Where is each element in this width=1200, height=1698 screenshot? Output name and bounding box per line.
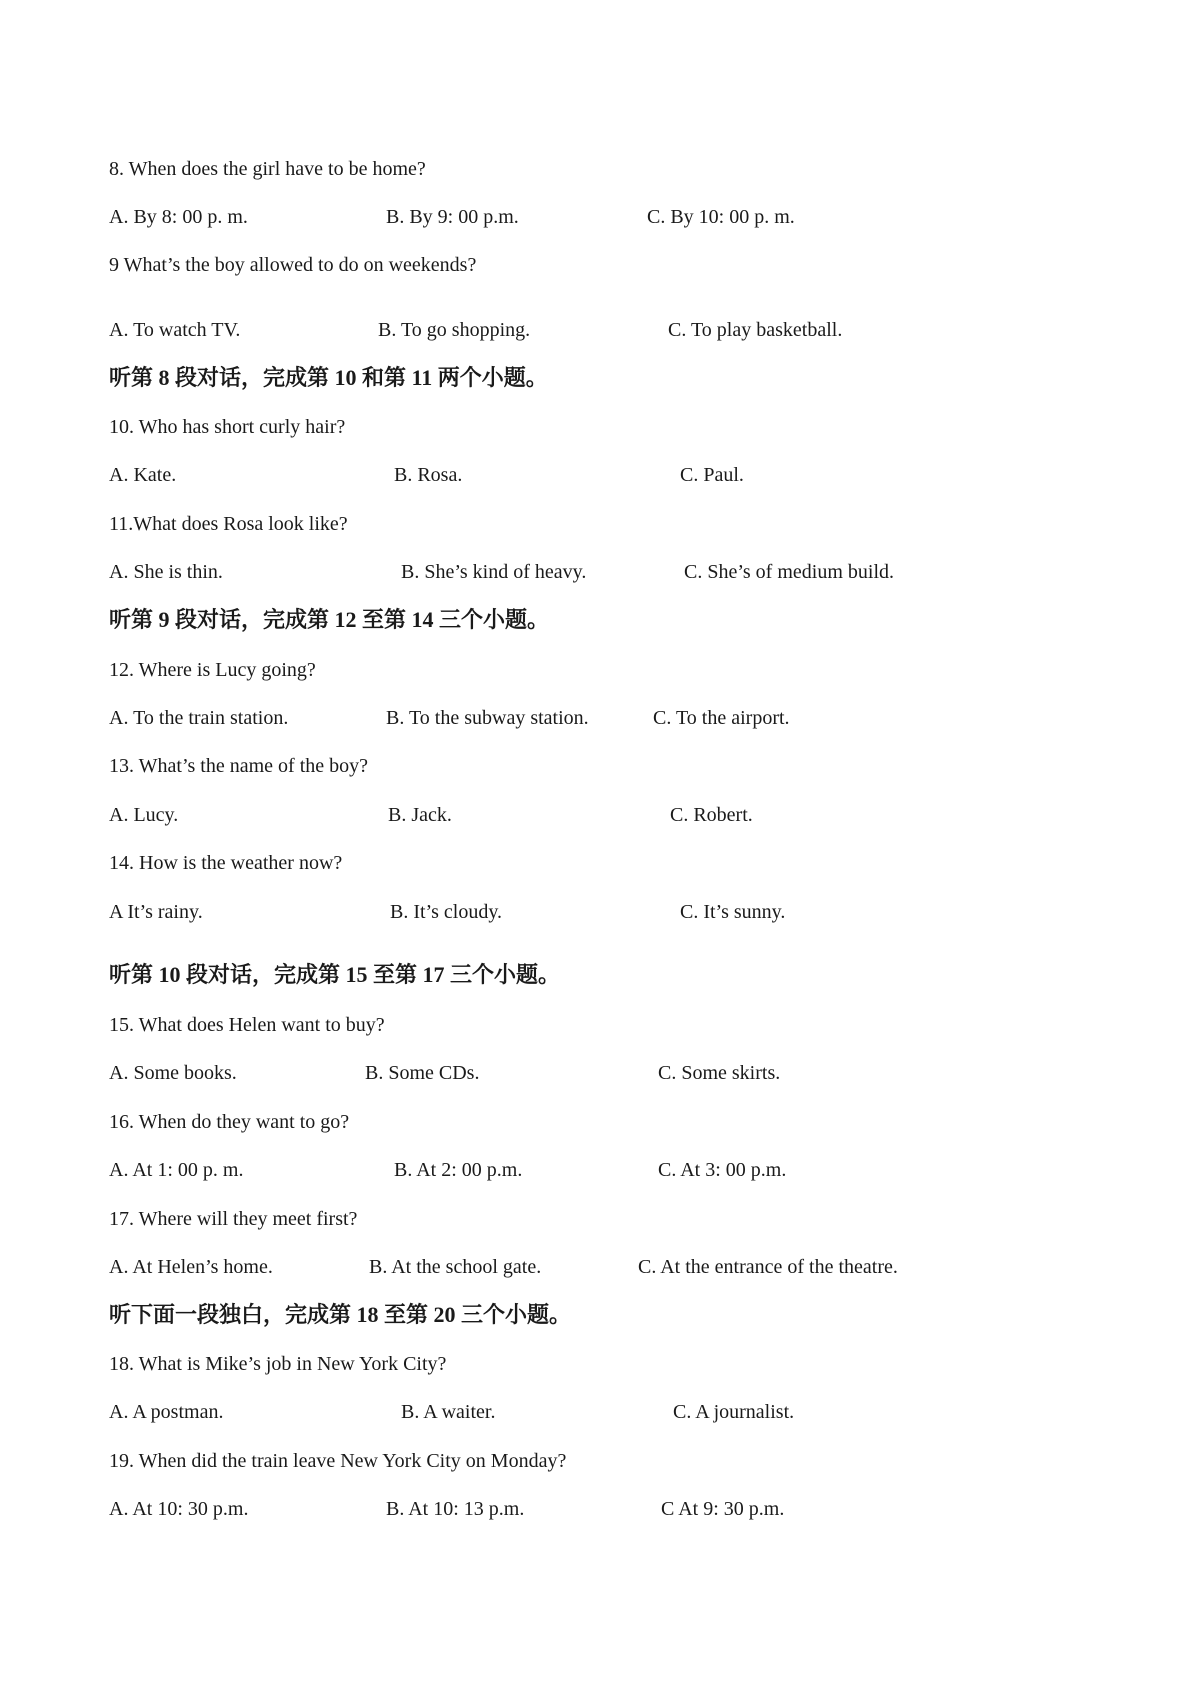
q16-option-c: C. At 3: 00 p.m. [658,1159,787,1181]
question-18: 18. What is Mike’s job in New York City? [109,1353,447,1375]
q12-option-c: C. To the airport. [653,707,790,729]
q18-option-a: A. A postman. [109,1401,224,1423]
question-9: 9 What’s the boy allowed to do on weekends? [109,254,477,276]
q12-option-a: A. To the train station. [109,707,289,729]
q17-option-b: B. At the school gate. [369,1256,542,1278]
q14-option-a: A It’s rainy. [109,901,203,923]
q15-option-c: C. Some skirts. [658,1062,781,1084]
q15-option-a: A. Some books. [109,1062,237,1084]
question-14: 14. How is the weather now? [109,852,343,874]
q14-option-c: C. It’s sunny. [680,901,786,923]
q19-option-b: B. At 10: 13 p.m. [386,1498,525,1520]
question-8: 8. When does the girl have to be home? [109,158,426,180]
q11-option-b: B. She’s kind of heavy. [401,561,587,583]
q19-option-c: C At 9: 30 p.m. [661,1498,785,1520]
q17-option-c: C. At the entrance of the theatre. [638,1256,898,1278]
section-heading-monologue: 听下面一段独白，完成第 18 至第 20 三个小题。 [109,1302,572,1327]
q8-option-b: B. By 9: 00 p.m. [386,206,519,228]
question-15: 15. What does Helen want to buy? [109,1014,385,1036]
question-17: 17. Where will they meet first? [109,1208,358,1230]
q18-option-b: B. A waiter. [401,1401,496,1423]
q11-option-c: C. She’s of medium build. [684,561,894,583]
question-16: 16. When do they want to go? [109,1111,350,1133]
q8-option-a: A. By 8: 00 p. m. [109,206,248,228]
q8-option-c: C. By 10: 00 p. m. [647,206,795,228]
q9-option-a: A. To watch TV. [109,319,241,341]
q10-option-b: B. Rosa. [394,464,463,486]
section-heading-dialogue-9: 听第 9 段对话，完成第 12 至第 14 三个小题。 [109,607,550,632]
q9-option-c: C. To play basketball. [668,319,843,341]
q12-option-b: B. To the subway station. [386,707,589,729]
q18-option-c: C. A journalist. [673,1401,795,1423]
q14-option-b: B. It’s cloudy. [390,901,503,923]
q16-option-b: B. At 2: 00 p.m. [394,1159,523,1181]
section-heading-dialogue-8: 听第 8 段对话，完成第 10 和第 11 两个小题。 [109,365,548,390]
q9-option-b: B. To go shopping. [378,319,531,341]
q11-option-a: A. She is thin. [109,561,223,583]
question-19: 19. When did the train leave New York City on Monday? [109,1450,567,1472]
q10-option-a: A. Kate. [109,464,177,486]
question-12: 12. Where is Lucy going? [109,659,316,681]
section-heading-dialogue-10: 听第 10 段对话，完成第 15 至第 17 三个小题。 [109,962,561,987]
q15-option-b: B. Some CDs. [365,1062,480,1084]
q13-option-b: B. Jack. [388,804,452,826]
q13-option-c: C. Robert. [670,804,753,826]
question-11: 11.What does Rosa look like? [109,513,348,535]
question-13: 13. What’s the name of the boy? [109,755,369,777]
q13-option-a: A. Lucy. [109,804,179,826]
q17-option-a: A. At Helen’s home. [109,1256,273,1278]
q16-option-a: A. At 1: 00 p. m. [109,1159,244,1181]
q10-option-c: C. Paul. [680,464,744,486]
question-10: 10. Who has short curly hair? [109,416,346,438]
q19-option-a: A. At 10: 30 p.m. [109,1498,249,1520]
